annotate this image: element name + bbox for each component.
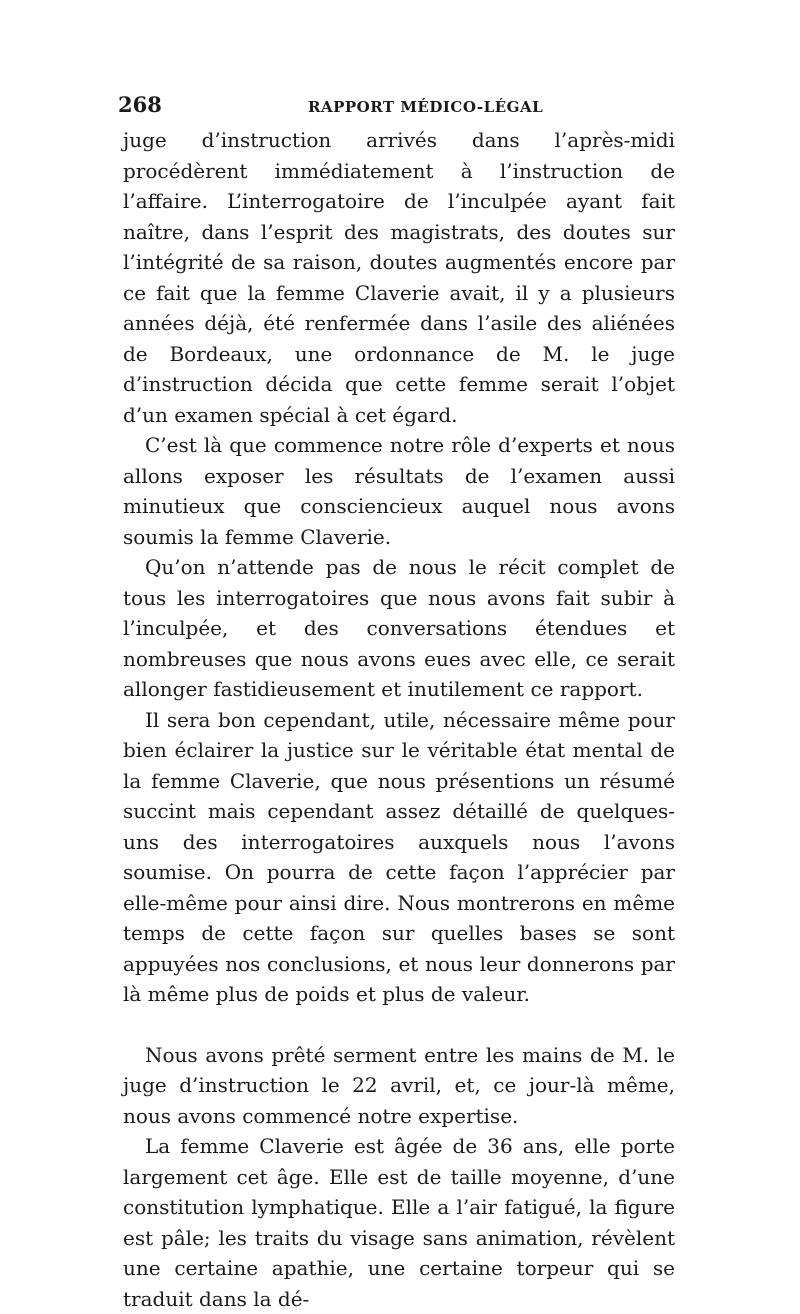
page-number: 268 <box>118 92 162 117</box>
body-text <box>123 125 675 1314</box>
paragraph: juge d’instruction arrivés dans l’après-midi procédèrent immédiatement à l’instruction de l’affaire. L’interrogatoire de l’inculpée ayant fait naître, dans l’esprit des magistrats, des doutes sur l’intégrité de sa raison, doutes augmentés encore par ce fait que la femme Claverie avait, il y a plusieurs années déjà, été renfermée dans l’asile des aliénées de Bordeaux, une ordonnance de M. le juge d’instruction décida que cette femme serait l’objet d’un examen spécial à cet égard. <box>123 128 675 427</box>
paragraph: C’est là que commence notre rôle d’experts et nous allons exposer les résultats de l’examen aussi minutieux que consciencieux auquel nous avons soumis la femme Claverie. <box>123 433 675 549</box>
paragraph: Nous avons prêté serment entre les mains de M. le juge d’instruction le 22 avril, et, ce jour-là même, nous avons commencé notre expertise. <box>123 1042 675 1128</box>
running-title: RAPPORT MÉDICO-LÉGAL <box>308 98 544 116</box>
paragraph: Il sera bon cependant, utile, nécessaire même pour bien éclairer la justice sur le véritable état mental de la femme Claverie, que nous présentions un résumé succint mais cependant assez détaillé de quelques-uns des interrogatoires auxquels nous l’avons soumise. On pourra de cette façon l’apprécier par elle-même pour ainsi dire. Nous montrerons en même temps de cette façon sur quelles bases se sont appuyées nos conclusions, et nous leur donnerons par là même plus de poids et plus de valeur. <box>123 707 675 1006</box>
paragraph: La femme Claverie est âgée de 36 ans, elle porte largement cet âge. Elle est de taille moyenne, d’une constitution lymphatique. Elle a l’air fatigué, la figure est pâle; les traits du visage sans animation, révèlent une certaine apathie, une certaine torpeur qui se traduit dans la dé- <box>123 1134 675 1311</box>
paragraph: Qu’on n’attende pas de nous le récit complet de tous les interrogatoires que nous avons fait subir à l’inculpée, et des conversations étendues et nombreuses que nous avons eues avec elle, ce serait allonger fastidieusement et inutilement ce rapport. <box>123 555 675 701</box>
page-header <box>118 92 678 122</box>
